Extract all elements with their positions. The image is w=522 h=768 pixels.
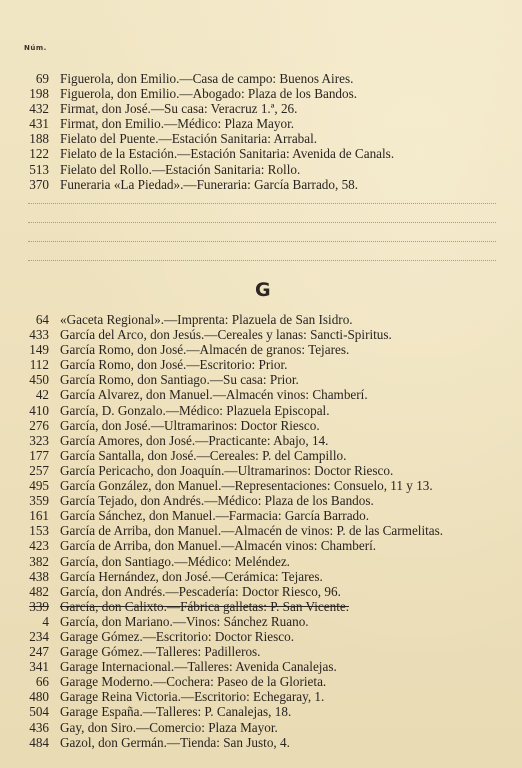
entry-number: 122 (29, 146, 49, 162)
entry-number: 188 (29, 131, 49, 147)
list-item (0, 71, 522, 86)
blank-dotted-line (28, 203, 496, 204)
entry-number: 513 (29, 161, 49, 177)
entry-text: Garage Internacional.—Talleres: Avenida Canalejas. (60, 659, 337, 675)
entry-text: García Santalla, don José.—Cereales: P. del Campillo. (60, 447, 347, 463)
list-item (0, 357, 522, 372)
entry-number: 370 (29, 176, 49, 192)
entry-text: «Gaceta Regional».—Imprenta: Plazuela de San Isidro. (60, 312, 353, 327)
list-item (0, 584, 522, 599)
entry-number: 438 (29, 568, 49, 584)
list-item (0, 162, 522, 177)
directory-list-f (0, 71, 522, 192)
list-item (0, 720, 522, 735)
entry-text: García, don Andrés.—Pescadería: Doctor Riesco, 96. (60, 583, 341, 599)
list-item (0, 523, 522, 538)
list-item (0, 478, 522, 493)
entry-text: Funeraria «La Piedad».—Funeraria: García Barrado, 58. (60, 176, 359, 192)
entry-text: García González, don Manuel.—Representaciones: Consuelo, 11 y 13. (60, 478, 433, 494)
list-item (0, 387, 522, 402)
entry-number: 495 (29, 478, 49, 494)
entry-number: 433 (29, 327, 49, 343)
list-item (0, 629, 522, 644)
entry-text: Fielato de la Estación.—Estación Sanitaria: Avenida de Canals. (60, 146, 395, 162)
blank-dotted-line (28, 241, 496, 242)
entry-number: 112 (29, 357, 49, 373)
list-item (0, 131, 522, 146)
entry-number: 66 (35, 674, 49, 690)
entry-number: 382 (29, 553, 49, 569)
entry-number: 257 (29, 462, 49, 478)
list-item (0, 704, 522, 719)
list-item (0, 372, 522, 387)
entry-text: Figuerola, don Emilio.—Abogado: Plaza de los Bandos. (60, 86, 358, 102)
list-item (0, 146, 522, 161)
entry-text: García de Arriba, don Manuel.—Almacén vinos: Chamberí. (60, 538, 377, 554)
entry-number: 341 (29, 659, 49, 675)
list-item (0, 659, 522, 674)
entry-number: 423 (29, 538, 49, 554)
section-letter-heading: G (255, 279, 271, 301)
list-item (0, 538, 522, 553)
entry-number: 323 (29, 432, 49, 448)
list-item (0, 493, 522, 508)
list-item (0, 735, 522, 750)
entry-text: García Romo, don Santiago.—Su casa: Prior. (60, 372, 299, 388)
entry-text: García de Arriba, don Manuel.—Almacén de vinos: P. de las Carmelitas. (60, 523, 444, 539)
entry-number: 339 (29, 598, 49, 614)
entry-number: 432 (29, 101, 49, 117)
entry-text: García del Arco, don Jesús.—Cereales y lanas: Sancti-Spiritus. (60, 327, 392, 343)
entry-number: 69 (35, 71, 49, 86)
entry-number: 42 (35, 387, 49, 403)
entry-number: 234 (29, 628, 49, 644)
list-item (0, 689, 522, 704)
entry-text: Garage Moderno.—Cochera: Paseo de la Glorieta. (60, 674, 327, 690)
list-item (0, 614, 522, 629)
column-header-num: Núm. (24, 44, 47, 52)
entry-number: 4 (42, 613, 49, 629)
entry-text: García, don José.—Ultramarinos: Doctor Riesco. (60, 417, 320, 433)
entry-number: 247 (29, 644, 49, 660)
entry-number: 504 (29, 704, 49, 720)
entry-text: García Alvarez, don Manuel.—Almacén vinos: Chamberí. (60, 387, 368, 403)
entry-text: García Amores, don José.—Practicante: Abajo, 14. (60, 432, 329, 448)
entry-number: 410 (29, 402, 49, 418)
entry-number: 482 (29, 583, 49, 599)
entry-text: García, don Calixto.—Fábrica galletas: P. San Vicente. (60, 598, 350, 614)
list-item (0, 448, 522, 463)
entry-text: Fielato del Rollo.—Estación Sanitaria: Rollo. (60, 161, 301, 177)
entry-number: 480 (29, 689, 49, 705)
entry-number: 359 (29, 493, 49, 509)
entry-text: García Pericacho, don Joaquín.—Ultramarinos: Doctor Riesco. (60, 462, 394, 478)
list-item (0, 116, 522, 131)
entry-text: García Romo, don José.—Almacén de granos: Tejares. (60, 342, 350, 358)
list-item (0, 403, 522, 418)
entry-text: García, D. Gonzalo.—Médico: Plazuela Episcopal. (60, 402, 330, 418)
entry-text: Garage Gómez.—Talleres: Padilleros. (60, 644, 261, 660)
list-item (0, 342, 522, 357)
list-item-struck (0, 599, 522, 614)
list-item (0, 463, 522, 478)
entry-number: 450 (29, 372, 49, 388)
list-item (0, 554, 522, 569)
entry-text: García Tejado, don Andrés.—Médico: Plaza de los Bandos. (60, 493, 374, 509)
list-item (0, 508, 522, 523)
list-item (0, 644, 522, 659)
entry-text: Figuerola, don Emilio.—Casa de campo: Buenos Aires. (60, 71, 354, 86)
list-item (0, 418, 522, 433)
list-item (0, 674, 522, 689)
list-item (0, 312, 522, 327)
list-item (0, 433, 522, 448)
list-item (0, 86, 522, 101)
entry-number: 161 (29, 508, 49, 524)
directory-list-g (0, 312, 522, 750)
entry-text: García Romo, don José.—Escritorio: Prior. (60, 357, 288, 373)
entry-number: 64 (35, 312, 49, 327)
entry-text: García Sánchez, don Manuel.—Farmacia: García Barrado. (60, 508, 370, 524)
entry-text: Garage Gómez.—Escritorio: Doctor Riesco. (60, 628, 295, 644)
entry-text: García, don Mariano.—Vinos: Sánchez Ruano. (60, 613, 309, 629)
entry-number: 198 (29, 86, 49, 102)
entry-text: Fielato del Puente.—Estación Sanitaria: Arrabal. (60, 131, 318, 147)
entry-number: 149 (29, 342, 49, 358)
entry-text: Gay, don Siro.—Comercio: Plaza Mayor. (60, 719, 278, 735)
entry-number: 431 (29, 116, 49, 132)
entry-number: 153 (29, 523, 49, 539)
list-item (0, 101, 522, 116)
list-item (0, 569, 522, 584)
list-item (0, 177, 522, 192)
entry-text: Gazol, don Germán.—Tienda: San Justo, 4. (60, 734, 290, 750)
entry-number: 484 (29, 734, 49, 750)
list-item (0, 327, 522, 342)
entry-text: Firmat, don Emilio.—Médico: Plaza Mayor. (60, 116, 295, 132)
entry-text: Garage Reina Victoria.—Escritorio: Echegaray, 1. (60, 689, 325, 705)
entry-number: 436 (29, 719, 49, 735)
blank-dotted-line (28, 222, 496, 223)
entry-text: Firmat, don José.—Su casa: Veracruz 1.ª, 26. (60, 101, 298, 117)
blank-dotted-line (28, 260, 496, 261)
entry-text: García Hernández, don José.—Cerámica: Tejares. (60, 568, 323, 584)
entry-text: García, don Santiago.—Médico: Meléndez. (60, 553, 290, 569)
entry-text: Garage España.—Talleres: P. Canalejas, 18. (60, 704, 292, 720)
entry-number: 276 (29, 417, 49, 433)
entry-number: 177 (29, 447, 49, 463)
